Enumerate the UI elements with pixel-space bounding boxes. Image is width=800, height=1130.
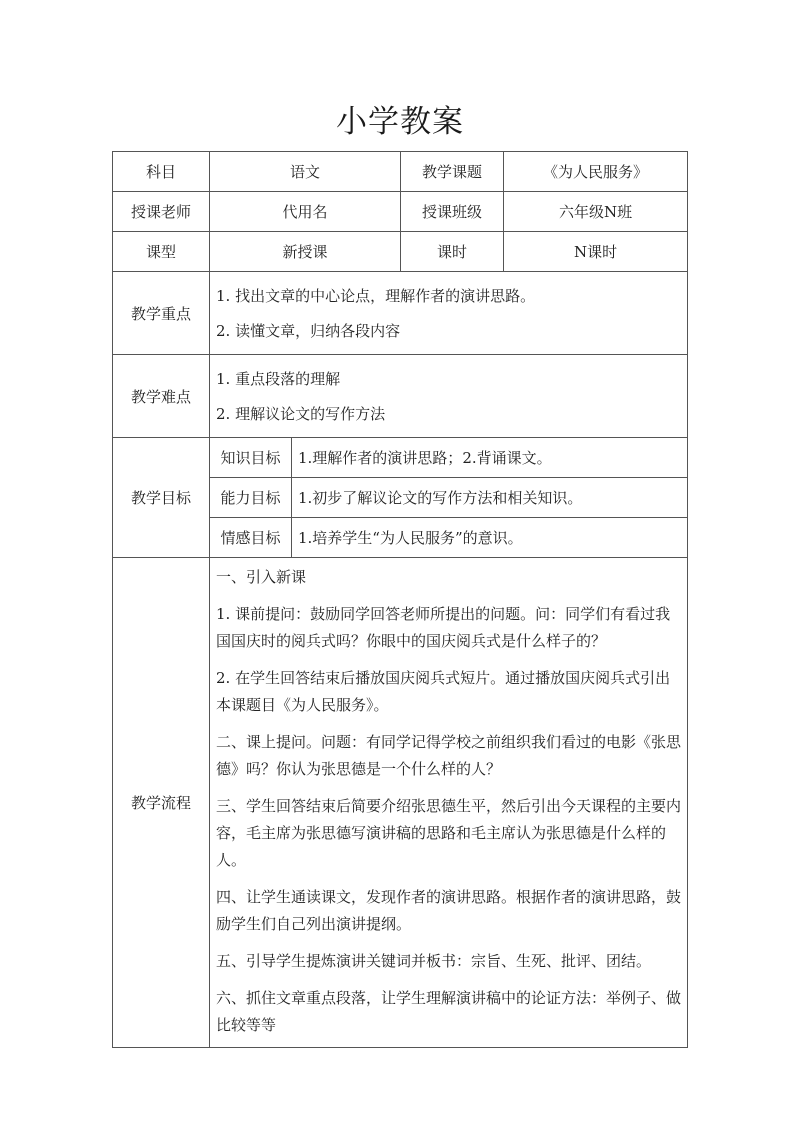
row-subject xyxy=(113,152,688,192)
row-focus xyxy=(113,272,688,355)
difficulty-item: 2. 理解议论文的写作方法 xyxy=(216,404,386,423)
subject-label: 科目 xyxy=(113,152,210,192)
focus-content xyxy=(210,272,688,355)
class-value: 六年级N班 xyxy=(504,192,688,232)
difficulty-label: 教学难点 xyxy=(113,355,210,438)
difficulty-content xyxy=(210,355,688,438)
process-paragraph: 四、让学生通读课文，发现作者的演讲思路。根据作者的演讲思路，鼓励学生们自己列出演讲提纲。 xyxy=(216,888,682,933)
process-paragraph: 六、抓住文章重点段落，让学生理解演讲稿中的论证方法：举例子、做比较等等 xyxy=(216,989,682,1034)
process-paragraph: 2. 在学生回答结束后播放国庆阅兵式短片。通过播放国庆阅兵式引出本课题目《为人民服务》。 xyxy=(216,669,671,714)
goal-emotion-label: 情感目标 xyxy=(210,518,292,558)
subject-value: 语文 xyxy=(210,152,401,192)
type-value: 新授课 xyxy=(210,232,401,272)
process-paragraph: 一、引入新课 xyxy=(216,568,307,586)
goal-ability-label: 能力目标 xyxy=(210,478,292,518)
teacher-label: 授课老师 xyxy=(113,192,210,232)
row-difficulty xyxy=(113,355,688,438)
type-label: 课型 xyxy=(113,232,210,272)
focus-item: 2. 读懂文章，归纳各段内容 xyxy=(216,321,401,340)
lesson-plan-table xyxy=(112,151,688,1048)
teacher-value: 代用名 xyxy=(210,192,401,232)
row-teacher xyxy=(113,192,688,232)
class-label: 授课班级 xyxy=(401,192,504,232)
row-process xyxy=(113,558,688,1048)
topic-label: 教学课题 xyxy=(401,152,504,192)
goal-ability-text: 1.初步了解议论文的写作方法和相关知识。 xyxy=(292,478,688,518)
goal-knowledge-text: 1.理解作者的演讲思路；2.背诵课文。 xyxy=(292,438,688,478)
process-label: 教学流程 xyxy=(113,558,210,1048)
process-paragraph: 1. 课前提问：鼓励同学回答老师所提出的问题。问：同学们有看过我国国庆时的阅兵式吗？你眼中的国庆阅兵式是什么样子的？ xyxy=(216,605,671,650)
process-paragraph: 三、学生回答结束后简要介绍张思德生平，然后引出今天课程的主要内容，毛主席为张思德写演讲稿的思路和毛主席认为张思德是什么样的人。 xyxy=(216,797,682,869)
hours-label: 课时 xyxy=(401,232,504,272)
difficulty-item: 1. 重点段落的理解 xyxy=(216,369,341,388)
process-paragraph: 二、课上提问。问题：有同学记得学校之前组织我们看过的电影《张思德》吗？你认为张思德是一个什么样的人？ xyxy=(216,733,682,778)
focus-item: 1. 找出文章的中心论点，理解作者的演讲思路。 xyxy=(216,286,536,305)
process-content xyxy=(210,558,688,1048)
row-goal-knowledge xyxy=(113,438,688,478)
goal-emotion-text: 1.培养学生“为人民服务”的意识。 xyxy=(292,518,688,558)
topic-value: 《为人民服务》 xyxy=(504,152,688,192)
goal-knowledge-label: 知识目标 xyxy=(210,438,292,478)
hours-value: N课时 xyxy=(504,232,688,272)
process-paragraph: 五、引导学生提炼演讲关键词并板书：宗旨、生死、批评、团结。 xyxy=(216,952,652,970)
goals-label: 教学目标 xyxy=(113,438,210,558)
focus-label: 教学重点 xyxy=(113,272,210,355)
document-title: 小学教案 xyxy=(336,104,464,140)
row-type xyxy=(113,232,688,272)
